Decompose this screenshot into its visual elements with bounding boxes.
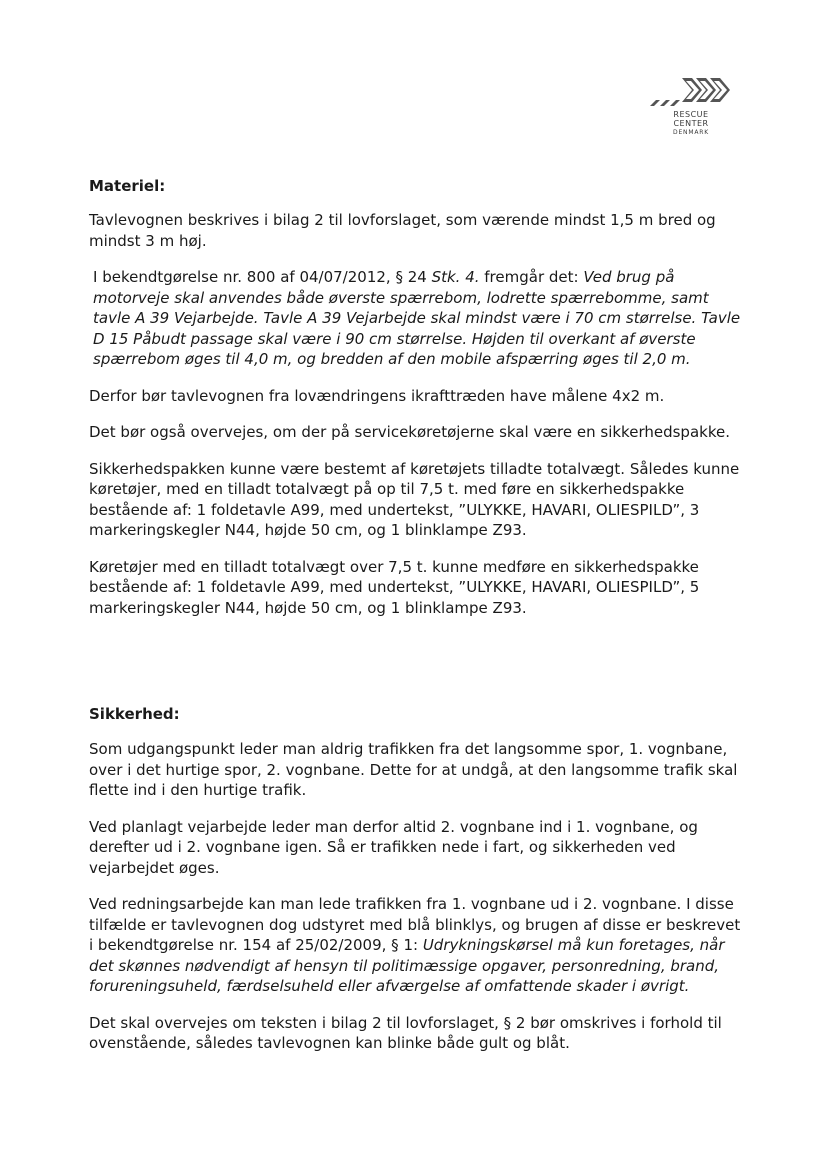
paragraph-materiel-3: Derfor bør tavlevognen fra lovændringens ikrafttræden have målene 4x2 m. — [89, 386, 665, 405]
paragraph-sikkerhed-3 — [89, 894, 749, 997]
paragraph-sikkerhed-1: Som udgangspunkt leder man aldrig trafikken fra det langsomme spor, 1. vognbane, over i det hurtige spor, 2. vognbane. Dette for at undgå, at den langsomme trafik skal flette ind i den hurtige trafik. — [89, 740, 738, 799]
paragraph-materiel-4: Det bør også overvejes, om der på servicekøretøjerne skal være en sikkerhedspakke. — [89, 423, 730, 441]
logo-line-denmark: DENMARK — [673, 129, 709, 136]
document-body — [89, 176, 749, 1054]
quote-italic: Udrykningskørsel må kun foretages, når det skønnes nødvendigt af hensyn til politimæssige opgaver, personredning, brand, forureningsuheld, færdselsuheld eller afværgelse af omfattende skader i øvrigt. — [89, 936, 725, 995]
text-run: I bekendtgørelse nr. 800 af 04/07/2012, § 24 — [93, 268, 432, 286]
heading-sikkerhed: Sikkerhed: — [89, 705, 180, 723]
paragraph-sikkerhed-2: Ved planlagt vejarbejde leder man derfor altid 2. vognbane ind i 1. vognbane, og derefter ud i 2. vognbane igen. Så er trafikken nede i fart, og sikkerheden ved vejarbejdet øges. — [89, 817, 698, 877]
logo-line-rescue: RESCUE — [673, 110, 709, 119]
paragraph-materiel-2 — [89, 267, 749, 370]
heading-materiel: Materiel: — [89, 177, 166, 195]
logo-line-center: CENTER — [673, 119, 709, 128]
chevron-arrows-icon — [648, 70, 734, 110]
text-run: fremgår det: — [479, 268, 584, 286]
text-run-italic: Stk. 4. — [431, 268, 480, 286]
paragraph-materiel-1: Tavlevognen beskrives i bilag 2 til lovforslaget, som værende mindst 1,5 m bred og mindst 3 m høj. — [89, 211, 716, 250]
quote-italic: Ved brug på motorveje skal anvendes både øverste spærrebom, lodrette spærrebomme, samt tavle A 39 Vejarbejde. Tavle A 39 Vejarbejde skal mindst være i 70 cm størrelse. Tavle D 15 Påbudt passage skal være i 90 cm størrelse. Højden til overkant af øverste spærrebom øges til 4,0 m, og bredden af den mobile afspærring øges til 2,0 m. — [93, 268, 741, 368]
text-run: Ved redningsarbejde kan man lede trafikken fra 1. vognbane ud i 2. vognbane. I disse tilfælde er tavlevognen dog udstyret med blå blinklys, og brugen af disse er beskrevet i bekendtgørelse nr. 154 af 25/02/2009, § 1: — [89, 895, 741, 954]
logo-wordmark — [656, 110, 726, 137]
rescue-center-denmark-logo — [636, 70, 746, 148]
paragraph-materiel-5: Sikkerhedspakken kunne være bestemt af køretøjets tilladte totalvægt. Således kunne køretøjer, med en tilladt totalvægt på op til 7,5 t. med føre en sikkerhedspakke bestående af: 1 foldetavle A99, med undertekst, ”ULYKKE, HAVARI, OLIESPILD”, 3 markeringskegler N44, højde 50 cm, og 1 blinklampe Z93. — [89, 459, 740, 539]
paragraph-materiel-6: Køretøjer med en tilladt totalvægt over 7,5 t. kunne medføre en sikkerhedspakke bestående af: 1 foldetavle A99, med undertekst, ”ULYKKE, HAVARI, OLIESPILD”, 5 markeringskegler N44, højde 50 cm, og 1 blinklampe Z93. — [89, 557, 700, 617]
paragraph-sikkerhed-4: Det skal overvejes om teksten i bilag 2 til lovforslaget, § 2 bør omskrives i forhold til ovenstående, således tavlevognen kan blinke både gult og blåt. — [89, 1013, 722, 1052]
